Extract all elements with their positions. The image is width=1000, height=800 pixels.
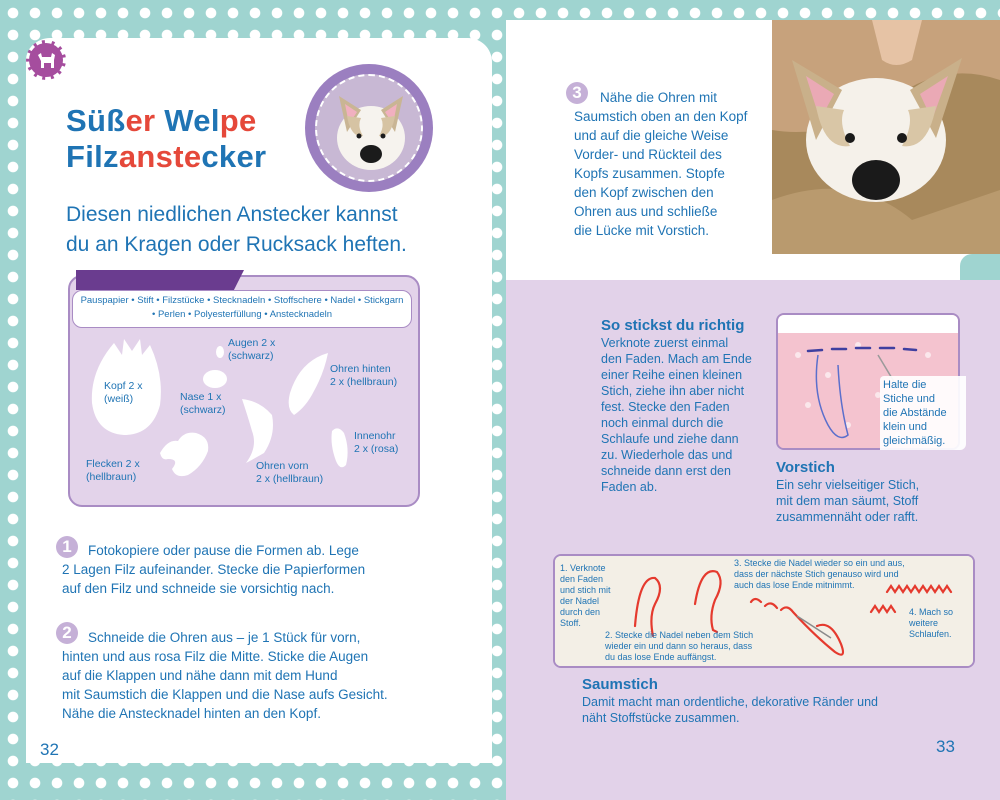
- label-line: (hellbraun): [86, 471, 137, 483]
- step-3-text: [574, 88, 747, 240]
- title-part: er: [125, 103, 165, 138]
- step-line: Vorder- und Rückteil des: [574, 147, 722, 162]
- saumstich-title: Saumstich: [582, 676, 658, 693]
- body-line: zusammennäht oder rafft.: [776, 510, 919, 524]
- label-flecken: [86, 458, 140, 484]
- step-line: hinten und aus rosa Filz die Mitte. Sticke die Augen: [62, 649, 369, 664]
- saum-line: du das lose Ende auffängst.: [605, 652, 717, 662]
- title-part: Wel: [164, 103, 220, 138]
- materials-list: Pauspapier • Stift • Filzstücke • Stecknadeln • Stoffschere • Nadel • Stickgarn • Perlen • Polyesterfüllung • Anstecknadeln: [72, 290, 412, 328]
- saum-line: und stich mit: [560, 585, 611, 595]
- step-line: [62, 628, 388, 647]
- body-line: noch einmal durch die: [601, 416, 724, 430]
- label-ohren-vorn: [256, 460, 323, 486]
- saum-line: dass der nächste Stich genauso wird und: [734, 569, 899, 579]
- saum-line: der Nadel: [560, 596, 600, 606]
- inner-ear-shape: [332, 428, 348, 467]
- step-line-text: Schneide die Ohren aus – je 1 Stück für vorn,: [88, 630, 361, 645]
- step-line: auf den Filz und schneide sie vorsichtig nach.: [62, 581, 335, 596]
- step-line: [574, 88, 747, 107]
- brooch-photo: [772, 20, 1000, 254]
- saumstich-text: [582, 694, 878, 726]
- ear-back-shape: [289, 353, 328, 415]
- body-line: fest. Stecke den Faden: [601, 400, 730, 414]
- body-line: schneide dann erst den: [601, 464, 731, 478]
- label-line: Ohren vorn: [256, 460, 309, 472]
- step-2-number: 2: [56, 622, 78, 644]
- label-line: (schwarz): [180, 404, 226, 416]
- caption-line: gleichmäßig.: [883, 435, 946, 447]
- label-line: (weiß): [104, 393, 134, 405]
- label-ohren-hinten: [330, 363, 397, 389]
- intro-line: du an Kragen oder Rucksack heften.: [66, 233, 407, 256]
- label-line: Kopf 2 x: [104, 380, 143, 392]
- step-line: Nähe die Anstecknadel hinten an den Kopf.: [62, 706, 321, 721]
- page-number-left: 32: [40, 740, 59, 759]
- label-line: Ohren hinten: [330, 363, 391, 375]
- label-line: Nase 1 x: [180, 391, 222, 403]
- saum-line: 4. Mach so: [909, 607, 954, 617]
- body-line: näht Stoffstücke zusammen.: [582, 711, 740, 725]
- saum-line: wieder ein und dann so heraus, dass: [605, 641, 753, 651]
- step-line: [62, 541, 365, 560]
- label-augen: [228, 337, 275, 363]
- saum-line: auch das lose Ende mitnimmt.: [734, 580, 855, 590]
- caption-line: die Abstände: [883, 407, 947, 419]
- title-part: cker: [201, 139, 267, 174]
- eye-shape: [216, 346, 224, 358]
- step-3-number: 3: [566, 82, 588, 104]
- body-line: Faden ab.: [601, 480, 658, 494]
- step-line-text: Fotokopiere oder pause die Formen ab. Lege: [88, 543, 359, 558]
- label-line: 2 x (hellbraun): [330, 376, 398, 388]
- brooch-dog-illustration: [317, 76, 423, 182]
- saum-line: 3. Stecke die Nadel wieder so ein und aus,: [734, 558, 905, 568]
- intro-line: Diesen niedlichen Anstecker kannst: [66, 203, 398, 226]
- spot-shape: [160, 433, 208, 476]
- brooch-photo-illustration: [772, 20, 1000, 254]
- vorstich-title: Vorstich: [776, 459, 835, 476]
- label-line: Innenohr: [354, 430, 396, 442]
- saum-line: Schlaufen.: [909, 629, 952, 639]
- page-tab: [960, 254, 1000, 280]
- step-line: den Kopf zwischen den: [574, 185, 714, 200]
- title-part: Filz: [66, 139, 119, 174]
- label-line: (schwarz): [228, 350, 274, 362]
- ear-front-shape: [242, 399, 273, 463]
- nose-shape: [203, 370, 227, 388]
- vorstich-caption: [880, 376, 966, 450]
- body-line: den Faden. Mach am Ende: [601, 352, 752, 366]
- step-line: Kopfs zusammen. Stopfe: [574, 166, 725, 181]
- body-line: zu. Wiederhole das und: [601, 448, 733, 462]
- step-line: Ohren aus und schließe: [574, 204, 718, 219]
- so-stickst-text: [601, 335, 752, 495]
- saum-label-4: [909, 607, 953, 640]
- saum-line: durch den: [560, 607, 601, 617]
- caption-line: Stiche und: [883, 393, 935, 405]
- step-1-text: [62, 541, 365, 598]
- label-line: Augen 2 x: [228, 337, 276, 349]
- caption-line: klein und: [883, 421, 928, 433]
- title-part: pe: [219, 103, 257, 138]
- label-innenohr: [354, 430, 398, 456]
- label-line: 2 x (hellbraun): [256, 473, 324, 485]
- body-line: mit dem man säumt, Stoff: [776, 494, 919, 508]
- dog-icon: [36, 51, 58, 71]
- step-2-text: [62, 628, 388, 723]
- saum-line: Stoff.: [560, 618, 581, 628]
- step-line-text: Nähe die Ohren mit: [600, 90, 718, 105]
- label-nase: [180, 391, 226, 417]
- saum-label-2: [605, 630, 753, 663]
- saum-line: den Faden: [560, 574, 604, 584]
- saum-line: weitere: [909, 618, 939, 628]
- step-line: 2 Lagen Filz aufeinander. Stecke die Papierformen: [62, 562, 366, 577]
- label-kopf: [104, 380, 143, 406]
- dog-badge: [26, 40, 66, 80]
- label-line: Flecken 2 x: [86, 458, 140, 470]
- body-line: Schlaufe und ziehe dann: [601, 432, 739, 446]
- body-line: Verknote zuerst einmal: [601, 336, 729, 350]
- saum-label-3: [734, 558, 905, 591]
- title-part: Süß: [66, 103, 126, 138]
- brooch-image: [305, 64, 433, 192]
- body-line: Ein sehr vielseitiger Stich,: [776, 478, 920, 492]
- saum-line: 1. Verknote: [560, 563, 606, 573]
- body-line: einer Reihe einen kleinen: [601, 368, 743, 382]
- step-line: die Lücke mit Vorstich.: [574, 223, 710, 238]
- saum-label-1: [560, 563, 611, 629]
- scallop-border: [506, 270, 1000, 288]
- body-line: Stich, ziehe ihn aber nicht: [601, 384, 745, 398]
- intro-text: [66, 200, 466, 260]
- page-title: [66, 103, 266, 175]
- step-1-number: 1: [56, 536, 78, 558]
- step-line: mit Saumstich die Klappen und die Nase aufs Gesicht.: [62, 687, 388, 702]
- step-line: auf die Klappen und nähe dann mit dem Hund: [62, 668, 338, 683]
- body-line: Damit macht man ordentliche, dekorative Ränder und: [582, 695, 878, 709]
- page-number-right: 33: [936, 737, 955, 756]
- saum-line: 2. Stecke die Nadel neben dem Stich: [605, 630, 754, 640]
- caption-line: Halte die: [883, 379, 927, 391]
- title-part: anste: [118, 139, 202, 174]
- so-stickst-title: So stickst du richtig: [601, 317, 745, 334]
- vorstich-text: [776, 477, 919, 525]
- label-line: 2 x (rosa): [354, 443, 399, 455]
- step-line: und auf die gleiche Weise: [574, 128, 729, 143]
- step-line: Saumstich oben an den Kopf: [574, 109, 748, 124]
